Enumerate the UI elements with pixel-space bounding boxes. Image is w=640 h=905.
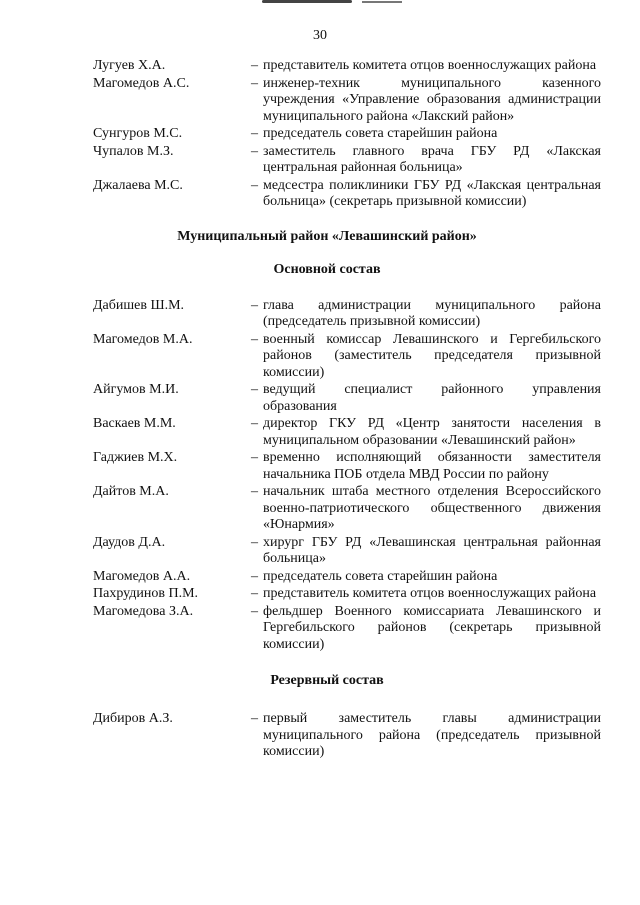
entry-dash: – [251, 177, 258, 193]
member-entry [93, 58, 601, 75]
entry-dash: – [251, 484, 258, 499]
scan-mark-bar [262, 0, 352, 3]
entry-dash: – [251, 568, 258, 584]
member-entry [93, 450, 601, 483]
member-position: директор ГКУ РД «Центр занятости населения в муниципальном образовании «Левашинский район» [263, 416, 601, 448]
member-position: председатель совета старейшин района [263, 126, 498, 141]
member-entry [93, 298, 601, 331]
member-name: Джалаева М.С. [93, 177, 183, 193]
member-name: Магомедов А.А. [93, 568, 191, 584]
member-name: Лугуев Х.А. [93, 58, 166, 73]
member-name: Пахрудинов П.М. [93, 586, 199, 601]
member-name: Магомедова З.А. [93, 603, 194, 619]
member-entry [93, 604, 601, 654]
member-name: Дибиров А.З. [93, 711, 173, 726]
member-name: Васкаев М.М. [93, 416, 176, 431]
member-entry [93, 586, 601, 603]
member-position: фельдшер Военного комиссариата Левашинского и Гергебильского районов (секретарь призывной комиссии) [263, 603, 601, 652]
member-name: Айгумов М.И. [93, 382, 179, 397]
member-position: первый заместитель главы администрации муниципального района (председатель призывной комиссии) [263, 711, 601, 759]
member-entry [93, 569, 601, 586]
section-title: Муниципальный район «Левашинский район» [177, 228, 477, 244]
page-number: 30 [313, 28, 327, 43]
entry-dash: – [251, 143, 258, 159]
member-position: инженер-техник муниципального казенного учреждения «Управление образования администрации муниципального района «Лакский район» [263, 75, 601, 124]
entry-dash: – [251, 382, 258, 397]
member-list-lak [93, 58, 601, 211]
entry-dash: – [251, 603, 258, 619]
member-position: председатель совета старейшин района [263, 568, 498, 584]
scan-mark-bar [362, 1, 402, 3]
member-position: глава администрации муниципального района (председатель призывной комиссии) [263, 297, 601, 329]
member-position: хирург ГБУ РД «Левашинская центральная районная больница» [263, 534, 601, 566]
reserve-composition-title: Резервный состав [270, 673, 384, 688]
member-entry [93, 382, 601, 415]
scan-top-mark [262, 0, 412, 6]
main-composition-title: Основной состав [273, 261, 381, 277]
member-entry [93, 484, 601, 534]
member-name: Даудов Д.А. [93, 534, 166, 550]
member-position: заместитель главного врача ГБУ РД «Лакская центральная районная больница» [263, 143, 601, 175]
entry-dash: – [251, 126, 258, 141]
member-name: Гаджиев М.Х. [93, 450, 178, 465]
entry-dash: – [251, 711, 258, 726]
member-position: медсестра поликлиники ГБУ РД «Лакская центральная больница» (секретарь призывной комиссии) [263, 177, 601, 209]
member-entry [93, 535, 601, 568]
entry-dash: – [251, 297, 258, 313]
member-position: представитель комитета отцов военнослужащих района [263, 586, 597, 601]
entry-dash: – [251, 58, 258, 73]
member-entry [93, 144, 601, 177]
member-position: представитель комитета отцов военнослужащих района [263, 58, 597, 73]
member-name: Магомедов М.А. [93, 331, 193, 347]
member-list-reserve [93, 711, 601, 761]
member-position: начальник штаба местного отделения Всероссийского военно-патриотического общественного движения «Юнармия» [263, 484, 601, 532]
member-entry [93, 126, 601, 143]
entry-dash: – [251, 331, 258, 347]
entry-dash: – [251, 416, 258, 431]
entry-dash: – [251, 450, 258, 465]
document-body [93, 58, 601, 762]
member-position: временно исполняющий обязанности заместителя начальника ПОБ отдела МВД России по району [263, 450, 601, 482]
entry-dash: – [251, 534, 258, 550]
member-list-main [93, 298, 601, 654]
member-position: ведущий специалист районного управления образования [263, 382, 601, 414]
entry-dash: – [251, 586, 258, 601]
member-name: Магомедов А.С. [93, 75, 190, 91]
member-entry [93, 416, 601, 449]
member-position: военный комиссар Левашинского и Гергебильского районов (заместитель председателя призывной комиссии) [263, 331, 601, 380]
member-entry [93, 332, 601, 382]
entry-dash: – [251, 75, 258, 91]
member-name: Чупалов М.З. [93, 143, 174, 159]
member-entry [93, 711, 601, 761]
member-name: Дайтов М.А. [93, 484, 169, 499]
member-entry [93, 178, 601, 211]
member-name: Сунгуров М.С. [93, 126, 183, 141]
member-name: Дабишев Ш.М. [93, 297, 185, 313]
member-entry [93, 76, 601, 126]
